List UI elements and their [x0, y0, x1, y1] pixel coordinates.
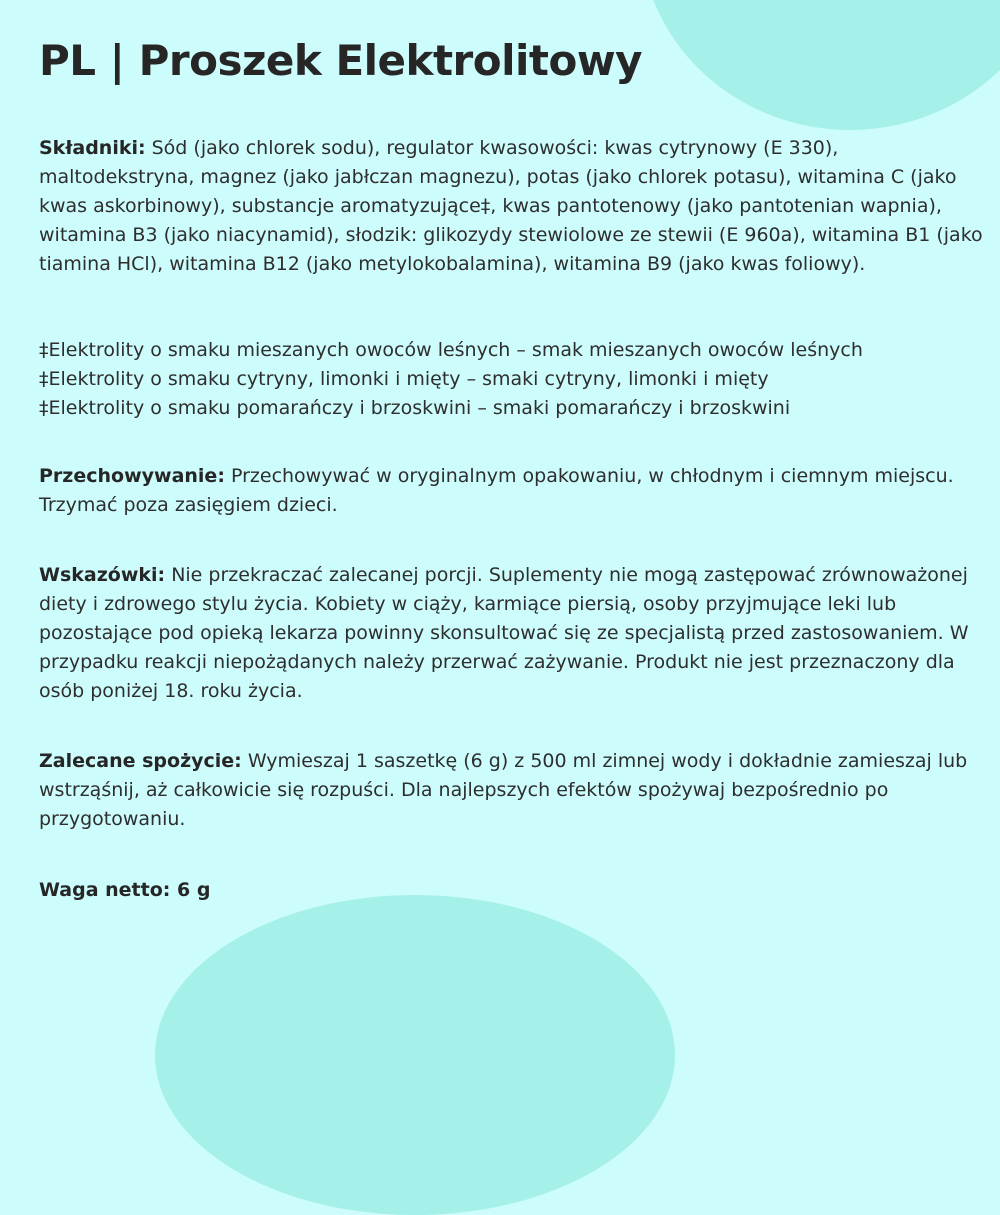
ingredients-section: [39, 134, 984, 279]
flavor-line-orange-peach: ‡Elektrolity o smaku pomarańczy i brzoskwini – smaki pomarańczy i brzoskwini: [39, 397, 791, 419]
storage-text: Przechowywać w oryginalnym opakowaniu, w chłodnym i ciemnym miejscu. Trzymać poza zasięgiem dzieci.: [39, 465, 954, 516]
warnings-text: Nie przekraczać zalecanej porcji. Suplementy nie mogą zastępować zrównoważonej diety i zdrowego stylu życia. Kobiety w ciąży, karmiące piersią, osoby przyjmujące leki lub pozostające pod opieką lekarza powinny skonsultować się ze specjalistą przed zastosowaniem. W przypadku reakcji niepożądanych należy przerwać zażywanie. Produkt nie jest przeznaczony dla osób poniżej 18. roku życia.: [39, 564, 969, 702]
net-weight: Waga netto: 6 g: [39, 879, 211, 901]
usage-label: Zalecane spożycie:: [39, 750, 242, 772]
warnings-section: [39, 561, 984, 706]
ingredients-text: Sód (jako chlorek sodu), regulator kwasowości: kwas cytrynowy (E 330), maltodekstryna, magnez (jako jabłczan magnezu), potas (jako chlorek potasu), witamina C (jako kwas askorbinowy), substancje aromatyzujące‡, kwas pantotenowy (jako pantotenian wapnia), witamina B3 (jako niacynamid), słodzik: glikozydy stewiolowe ze stewii (E 960a), witamina B1 (jako tiamina HCl), witamina B12 (jako metylokobalamina), witamina B9 (jako kwas foliowy).: [39, 137, 983, 275]
flavor-line-lemon-lime-mint: ‡Elektrolity o smaku cytryny, limonki i mięty – smaki cytryny, limonki i mięty: [39, 368, 769, 390]
storage-section: [39, 462, 984, 520]
warnings-label: Wskazówki:: [39, 564, 166, 586]
flavor-line-forest-fruits: ‡Elektrolity o smaku mieszanych owoców leśnych – smak mieszanych owoców leśnych: [39, 339, 863, 361]
decorative-circle-top-right: [640, 0, 1000, 130]
usage-text: Wymieszaj 1 saszetkę (6 g) z 500 ml zimnej wody i dokładnie zamieszaj lub wstrząśnij, aż całkowicie się rozpuści. Dla najlepszych efektów spożywaj bezpośrednio po przygotowaniu.: [39, 750, 968, 830]
decorative-circle-bottom: [155, 895, 675, 1215]
usage-section: [39, 747, 984, 834]
flavors-list: [39, 336, 863, 423]
ingredients-label: Składniki:: [39, 137, 146, 159]
page-title: PL | Proszek Elektrolitowy: [39, 36, 643, 85]
storage-label: Przechowywanie:: [39, 465, 225, 487]
